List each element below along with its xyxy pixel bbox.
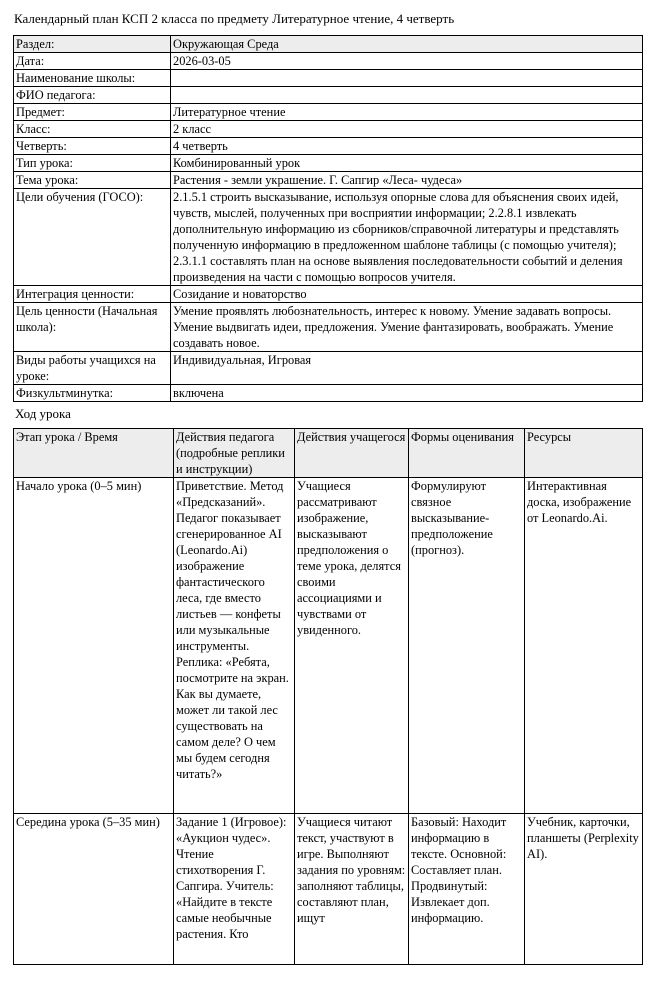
info-label: Дата:: [14, 53, 171, 70]
info-row: [14, 121, 643, 138]
info-value: 2 класс: [171, 121, 643, 138]
document-title: Календарный план КСП 2 класса по предмету Литературное чтение, 4 четверть: [14, 11, 455, 26]
info-label: Тип урока:: [14, 155, 171, 172]
info-row: [14, 352, 643, 385]
info-label: Четверть:: [14, 138, 171, 155]
lesson-cell-student: Учащиеся рассматривают изображение, высказывают предположения о теме урока, делятся своими ассоциациями и чувствами от увиденного.: [295, 478, 409, 814]
lesson-row: [14, 814, 643, 965]
lesson-flow-table: [13, 428, 643, 965]
info-row: [14, 36, 643, 53]
lesson-cell-teacher: Задание 1 (Игровое): «Аукцион чудес». Чтение стихотворения Г. Сапгира. Учитель: «Найдите в тексте самые необычные растения. Кто: [174, 814, 295, 965]
info-value: Литературное чтение: [171, 104, 643, 121]
lesson-header-cell: Ресурсы: [525, 429, 643, 478]
info-value: Умение проявлять любознательность, интерес к новому. Умение задавать вопросы. Умение выдвигать идеи, предложения. Умение фантазировать, воображать. Умение создавать новое.: [171, 303, 643, 352]
lesson-cell-resources: Интерактивная доска, изображение от Leonardo.Ai.: [525, 478, 643, 814]
lesson-cell-stage: Начало урока (0–5 мин): [14, 478, 174, 814]
lesson-cell-assessment: Базовый: Находит информацию в тексте. Основной: Составляет план. Продвинутый: Извлекает доп. информацию.: [409, 814, 525, 965]
info-value: Растения - земли украшение. Г. Сапгир «Леса- чудеса»: [171, 172, 643, 189]
info-label: Цель ценности (Начальная школа):: [14, 303, 171, 352]
info-label: Тема урока:: [14, 172, 171, 189]
info-label: Наименование школы:: [14, 70, 171, 87]
lesson-cell-assessment: Формулируют связное высказывание-предположение (прогноз).: [409, 478, 525, 814]
info-row: [14, 53, 643, 70]
info-row: [14, 138, 643, 155]
lesson-cell-stage: Середина урока (5–35 мин): [14, 814, 174, 965]
lesson-header-row: [14, 429, 643, 478]
info-value: Комбинированный урок: [171, 155, 643, 172]
info-row: [14, 385, 643, 402]
info-value: [171, 70, 643, 87]
info-value: Созидание и новаторство: [171, 286, 643, 303]
info-label: Класс:: [14, 121, 171, 138]
info-row: [14, 70, 643, 87]
info-value: Окружающая Среда: [171, 36, 643, 53]
lesson-info-table: [13, 35, 643, 402]
info-row: [14, 286, 643, 303]
info-label: Предмет:: [14, 104, 171, 121]
info-value: 2.1.5.1 строить высказывание, используя опорные слова для объяснения своих идей, чувств, мыслей, полученных при восприятии информации; 2.2.8.1 извлекать дополнительную информацию из сборников/справочной литературы и представлять полученную информацию в предложенном шаблоне таблицы (с помощью учителя); 2.3.1.1 составлять план на основе выявления последовательности событий и деления произведения на части с помощью вопросов учителя.: [171, 189, 643, 286]
lesson-cell-teacher: Приветствие. Метод «Предсказаний». Педагог показывает сгенерированное AI (Leonardo.Ai) изображение фантастического леса, где вместо листьев — конфеты или музыкальные инструменты. Реплика: «Ребята, посмотрите на экран. Как вы думаете, может ли такой лес существовать на самом деле? О чем мы будем сегодня читать?»: [174, 478, 295, 814]
info-value: 2026-03-05: [171, 53, 643, 70]
lesson-header-cell: Действия педагога (подробные реплики и инструкции): [174, 429, 295, 478]
info-label: Цели обучения (ГОСО):: [14, 189, 171, 286]
lesson-header-cell: Формы оценивания: [409, 429, 525, 478]
info-value: включена: [171, 385, 643, 402]
lesson-flow-caption: Ход урока: [15, 406, 71, 421]
lesson-cell-student: Учащиеся читают текст, участвуют в игре. Выполняют задания по уровням: заполняют таблицы, составляют план, ищут: [295, 814, 409, 965]
info-row: [14, 172, 643, 189]
lesson-header-cell: Этап урока / Время: [14, 429, 174, 478]
lesson-cell-resources: Учебник, карточки, планшеты (Perplexity AI).: [525, 814, 643, 965]
info-row: [14, 189, 643, 286]
lesson-header-cell: Действия учащегося: [295, 429, 409, 478]
info-label: Раздел:: [14, 36, 171, 53]
info-label: Интеграция ценности:: [14, 286, 171, 303]
info-row: [14, 303, 643, 352]
info-label: Виды работы учащихся на уроке:: [14, 352, 171, 385]
info-row: [14, 87, 643, 104]
info-value: 4 четверть: [171, 138, 643, 155]
info-label: ФИО педагога:: [14, 87, 171, 104]
info-label: Физкультминутка:: [14, 385, 171, 402]
info-row: [14, 155, 643, 172]
info-value: [171, 87, 643, 104]
lesson-row: [14, 478, 643, 814]
info-row: [14, 104, 643, 121]
info-value: Индивидуальная, Игровая: [171, 352, 643, 385]
